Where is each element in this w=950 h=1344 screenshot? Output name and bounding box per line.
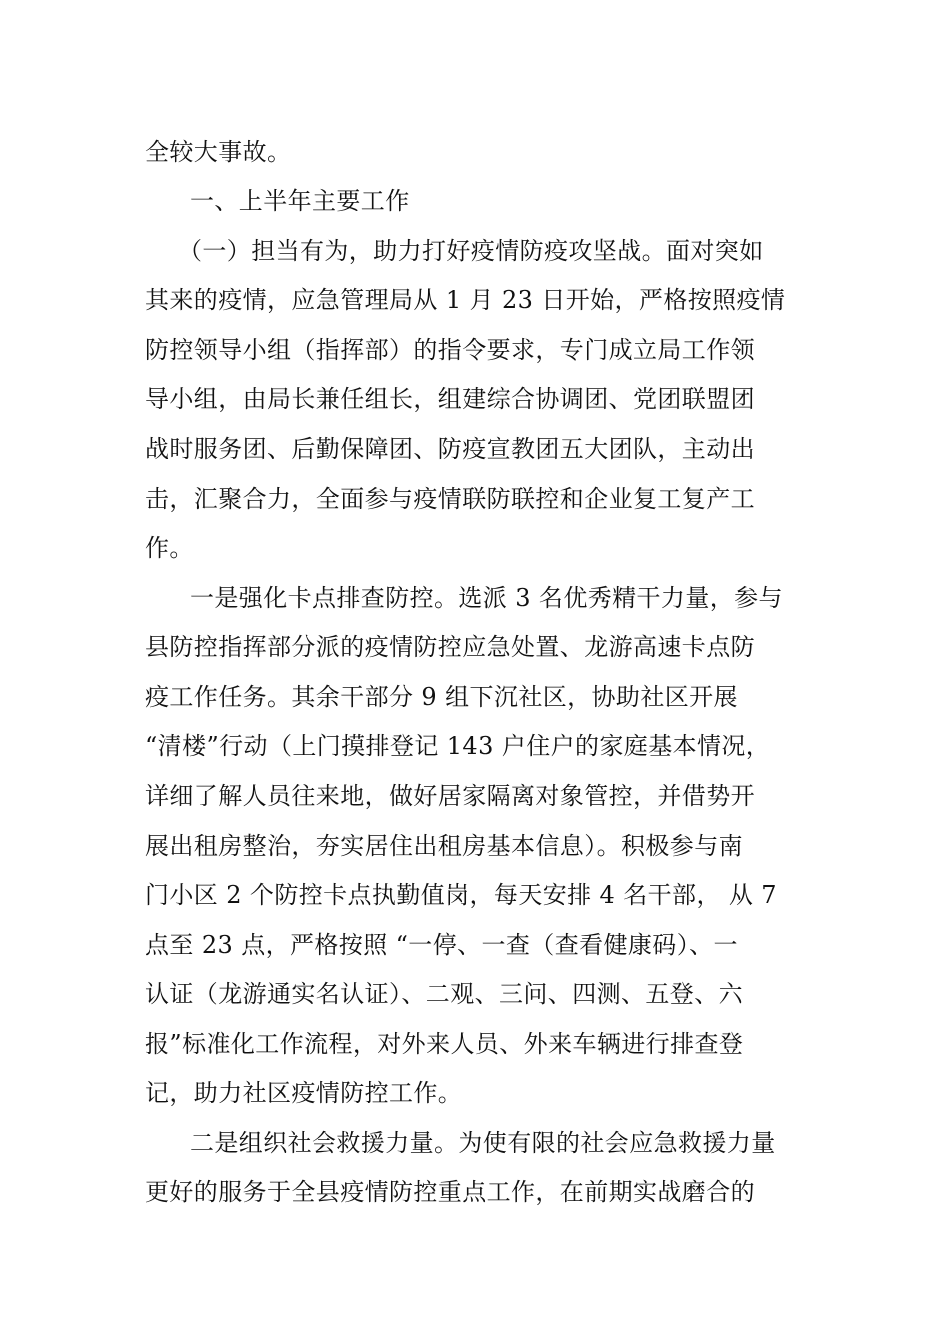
text-line: 更好的服务于全县疫情防控重点工作，在前期实战磨合的 xyxy=(145,1178,755,1206)
text-line: 防控领导小组（指挥部）的指令要求，专门成立局工作领 xyxy=(145,336,755,364)
text-line: 击，汇聚合力，全面参与疫情联防联控和企业复工复产工 xyxy=(145,485,755,513)
text-line: 县防控指挥部分派的疫情防控应急处置、龙游高速卡点防 xyxy=(145,633,755,661)
text-line: 作。 xyxy=(145,534,194,562)
text-line: “清楼”行动（上门摸排登记 143 户住户的家庭基本情况， xyxy=(145,732,771,760)
text-line: 二是组织社会救援力量。为使有限的社会应急救援力量 xyxy=(190,1129,776,1157)
text-line: 详细了解人员往来地，做好居家隔离对象管控，并借势开 xyxy=(145,782,755,810)
text-line: 点至 23 点，严格按照 “一停、一查（查看健康码）、一 xyxy=(145,931,738,959)
text-line: 战时服务团、后勤保障团、防疫宣教团五大团队，主动出 xyxy=(145,435,755,463)
text-line: 记，助力社区疫情防控工作。 xyxy=(145,1079,463,1107)
subsection-heading: （一）担当有为，助力打好疫情防疫攻坚战。面对突如 xyxy=(178,237,764,265)
section-heading: 一、上半年主要工作 xyxy=(190,187,410,215)
text-line: 其来的疫情，应急管理局从 1 月 23 日开始，严格按照疫情 xyxy=(145,286,786,314)
text-line: 全较大事故。 xyxy=(145,138,292,166)
text-line: 导小组，由局长兼任组长，组建综合协调团、党团联盟团 xyxy=(145,385,755,413)
text-line: 报”标准化工作流程，对外来人员、外来车辆进行排查登 xyxy=(145,1030,744,1058)
text-line: 疫工作任务。其余干部分 9 组下沉社区，协助社区开展 xyxy=(145,683,738,711)
text-line: 门小区 2 个防控卡点执勤值岗，每天安排 4 名干部， 从 7 xyxy=(145,881,777,909)
text-line: 认证（龙游通实名认证）、二观、三问、四测、五登、六 xyxy=(145,980,743,1008)
text-line: 展出租房整治，夯实居住出租房基本信息）。积极参与南 xyxy=(145,832,743,860)
text-line: 一是强化卡点排查防控。选派 3 名优秀精干力量，参与 xyxy=(190,584,783,612)
